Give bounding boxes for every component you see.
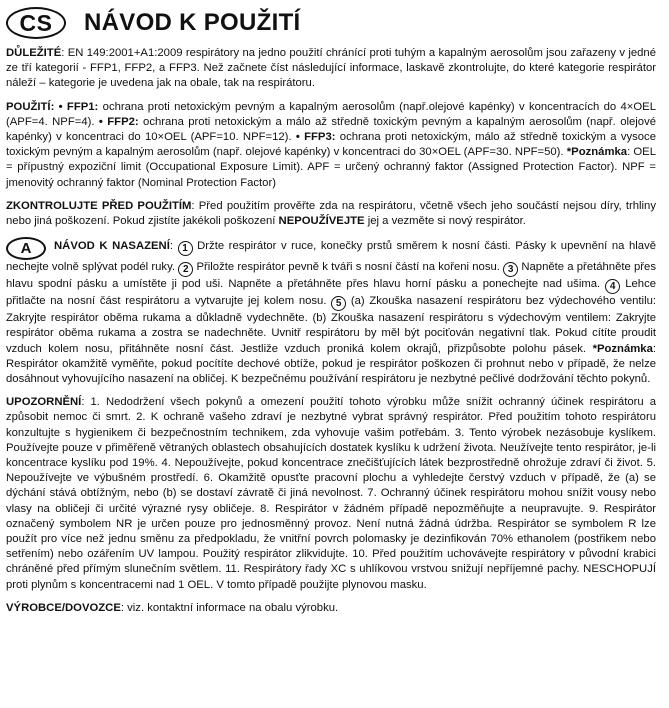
usage-section (6, 100, 656, 191)
warning-section (6, 395, 656, 593)
manufacturer-label: VÝROBCE/DOVOZCE (6, 601, 121, 614)
ffp2-label: • FFP2: (98, 115, 139, 128)
step-3-text: Napněte a přetáhněte přes hlavu spodní pásku a umístěte ji pod uši. Napněte a přetáhněte přes hlavu horní pásku a ponechejte nad ušima. (6, 261, 656, 291)
ffp1-label: : • FFP1: (50, 100, 99, 113)
step-2-number: 2 (178, 262, 193, 277)
step-5-text: (a) Zkouška nasazení respirátoru bez výdechového ventilu: Zakryjte respirátor oběma rukama a důkladně vydechněte. (b) Zkouška nasazení respirátoru s výdechovým ventilem: Zakryjte respirátor oběma rukama a zostra se nadechněte. Uvnitř respirátoru by měl být pociťován negativní tlak. Pokud cítíte proudit vzduch kolem nosu, přitáhněte nosní část. Jestliže vzduch proniká kolem okrajů, přizpůsobte polohu pásek. (6, 295, 656, 355)
section-a-badge: A (6, 237, 46, 260)
fitting-label: NÁVOD K NASAZENÍ (54, 240, 170, 253)
check-text-2: jej a vezměte si nový respirátor. (364, 215, 526, 228)
step-1-text: Držte respirátor v ruce, konečky prstů směrem k nosní části. Pásky k upevnění na hlavě nechejte volně splývat podél ruky. (6, 240, 657, 274)
fitting-note-label: *Poznámka (592, 342, 653, 355)
do-not-use-warning: NEPOUŽÍVEJTE (278, 215, 365, 228)
fitting-colon: : (169, 240, 178, 253)
header (6, 4, 656, 42)
ffp1-text: ochrana proti netoxickým pevným a kapalným aerosolům (např.olejové kapénky) v koncentracích do 4×OEL (APF=4. NPF=4). (6, 100, 656, 128)
ffp2-text: ochrana proti netoxickým a málo až středně toxickým pevným a kapalným aerosolům (např. olejové kapénky) v koncentraci do 10×OEL (APF=10. NPF=12). (6, 115, 656, 144)
check-section (6, 199, 656, 229)
step-4-text: Lehce přitlačte na nosní část respirátoru a vytvarujte jej kolem nosu. (6, 278, 657, 308)
language-badge: CS (6, 7, 66, 39)
important-label: DŮLEŽITÉ (6, 47, 62, 59)
step-2-text: Přiložte respirátor pevně k tváři s nosní částí na kořeni nosu. (193, 261, 504, 274)
manufacturer-text: : viz. kontaktní informace na obalu výrobku. (120, 601, 339, 614)
usage-note-text: : OEL = přípustný expoziční limit (Occupational Exposure Limit). APF = určený ochranný faktor (Assigned Protection Factor). NPF = jmenovitý ochranný faktor (Nominal Protection Factor) (6, 146, 657, 189)
usage-label: POUŽITÍ (6, 100, 51, 113)
important-section (6, 46, 656, 92)
fitting-section (6, 237, 656, 387)
warning-text: : 1. Nedodržení všech pokynů a omezení použití tohoto výrobku může snížit ochranný účinek respirátoru a způsobit nemoc či smrt. 2. K ochraně vašeho zdraví je nezbytné vybrat správný respirátor. Před použitím tohoto respirátoru konzultujte s hygienikem či bezpečnostním technikem, zda vyhovuje vašim potřebám. 3. Tento výrobek nezásobuje kyslíkem. Používejte pouze v přiměřeně větraných oblastech obsahujících dostatek kyslíku k udržení života. Neužívejte tento respirátor, je-li koncentrace kyslíku pod 19%. 4. Nepoužívejte, pokud koncentrace znečišťujících látek bezprostředně ohrožuje zdraví či život. 5. Nepoužívejte ve výbušném prostředí. 6. Okamžitě opusťte pracovní plochu a vyhledejte čerstvý vzduch v případě, že (a) se dýchání stává obtížným, nebo (b) se dostaví závratě či jiná nevolnost. 7. Ochranný účinek respirátoru mohou snížit vousy nebo vlasy na obličeji či určité výrazné rysy obličeje. 8. Respirátor v žádném případě nepozměňujte a neupravujte. 9. Respirátor označený symbolem NR je určen pouze pro jednosměnný provoz. Není nutná žádná údržba. Respirátor se symbolem R lze použít pro více než jednu směnu za předpokladu, že vnitřní povrch polomasky je dezinfikován 70% ethanolem (postřikem nebo setřením) nebo ozářením UV lampou. Použitý respirátor zlikvidujte. 10. Před použitím uchovávejte respirátory v původní krabici chráněné před přímým slunečním světlem. 11. Respirátory řady XC s uhlíkovou vrstvou snižují nepříjemné pachy. NESCHOPUJÍ proti plynům s koncentracemi nad 1 OEL. V tomto případě použijte plynovou masku. (6, 396, 656, 591)
fitting-note-text: : Respirátor okamžitě vyměňte, pokud pocítíte dechové obtíže, pokud je respirátor poškozen či prohnut nebo v případě, že nelze dosáhnout vyhovujícího nasazení na obličej. K bezpečnému používání respirátoru je nezbytné pečlivé dodržování těchto pokynů. (6, 342, 656, 386)
manufacturer-section (6, 601, 656, 616)
page-title: NÁVOD K POUŽITÍ (84, 9, 301, 36)
step-4-number: 4 (605, 279, 620, 294)
ffp3-text: ochrana proti netoxickým, málo až středně toxickým a vysoce toxickým pevným a kapalným aerosolům (např. olejové kapénky) v koncentraci do 30×OEL (APF=30. NPF=50). (6, 131, 656, 159)
check-text-1: : Před použitím prověřte zda na respirátoru, včetně všech jeho součástí nejsou díry, trhliny nebo jiná poškození. Pokud zjistíte jakékoli poškození (6, 199, 656, 228)
instruction-sheet (6, 4, 656, 624)
ffp3-label: • FFP3: (295, 131, 336, 144)
important-text: : EN 149:2001+A1:2009 respirátory na jedno použití chránící proti tuhým a kapalným aerosolům jsou zařazeny v jedné ze tří kategorií - FFP1, FFP2, a FFP3. Než začnete číst následující informace, laskavě zkontrolujte, do které kategorie respirátor náleží – kategorie je uvedena jak na obale, tak na respirátoru. (6, 47, 656, 90)
step-3-number: 3 (503, 262, 518, 277)
step-5-number: 5 (331, 296, 346, 311)
warning-label: UPOZORNĚNÍ (6, 396, 82, 409)
usage-note-label: *Poznámka (566, 146, 628, 159)
step-1-number: 1 (178, 241, 193, 256)
check-label: ZKONTROLUJTE PŘED POUŽITÍM (6, 199, 192, 212)
